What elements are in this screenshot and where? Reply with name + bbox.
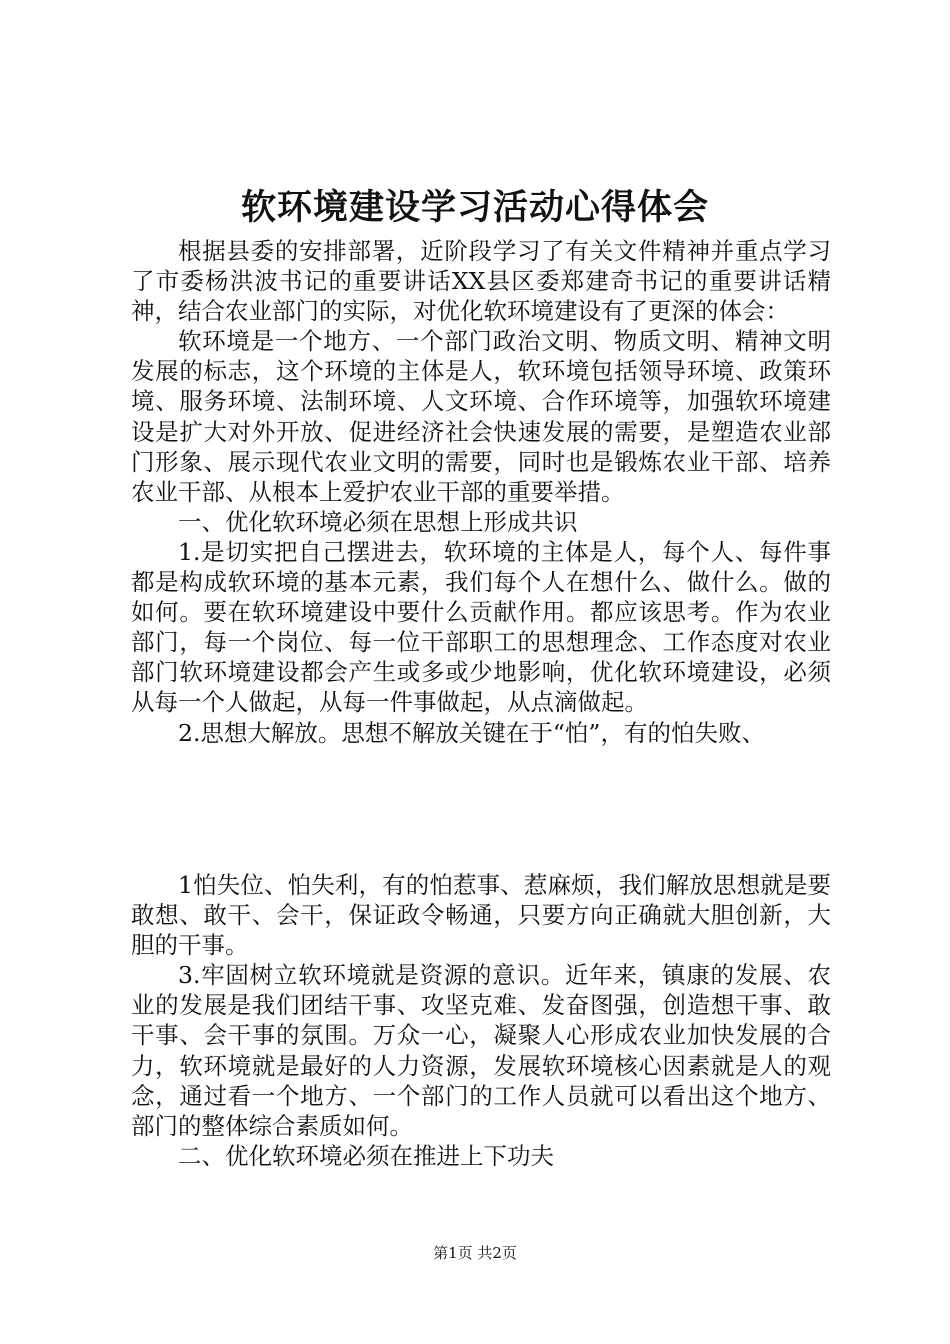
- page-footer: 第1页 共2页: [433, 1244, 517, 1262]
- section-heading-1: 一、优化软环境必须在思想上形成共识: [178, 507, 578, 536]
- document-title: 软环境建设学习活动心得体会: [240, 188, 709, 228]
- body-text-after-break: [131, 870, 831, 1171]
- paragraph-point-2: 2.思想大解放。思想不解放关键在于“怕”，有的怕失败、: [178, 718, 765, 747]
- paragraph-soft-environment-definition: 软环境是一个地方、一个部门政治文明、物质文明、精神文明发展的标志，这个环境的主体是人，软环境包括领导环境、政策环境、服务环境、法制环境、人文环境、合作环境等，加强软环境建设是扩大对外开放、促进经济社会快速发展的需要，是塑造农业部门形象、展示现代农业文明的需要，同时也是锻炼农业干部、培养农业干部、从根本上爱护农业干部的重要举措。: [131, 327, 831, 506]
- paragraph-point-3: 3.牢固树立软环境就是资源的意识。近年来，镇康的发展、农业的发展是我们团结干事、攻坚克难、发奋图强，创造想干事、敢干事、会干事的氛围。万众一心，凝聚人心形成农业加快发展的合力，软环境就是最好的人力资源，发展软环境核心因素就是人的观念，通过看一个地方、一个部门的工作人员就可以看出这个地方、部门的整体综合素质如何。: [131, 961, 831, 1140]
- body-text-before-break: [131, 236, 831, 748]
- paragraph-intro: 根据县委的安排部署，近阶段学习了有关文件精神并重点学习了市委杨洪波书记的重要讲话XX县区委郑建奇书记的重要讲话精神，结合农业部门的实际，对优化软环境建设有了更深的体会：: [131, 237, 831, 326]
- paragraph-point-2-continued: 1怕失位、怕失利，有的怕惹事、惹麻烦，我们解放思想就是要敢想、敢干、会干，保证政令畅通，只要方向正确就大胆创新，大胆的干事。: [131, 871, 831, 960]
- section-heading-2: 二、优化软环境必须在推进上下功夫: [178, 1141, 554, 1170]
- paragraph-point-1: 1.是切实把自己摆进去，软环境的主体是人，每个人、每件事都是构成软环境的基本元素，我们每个人在想什么、做什么。做的如何。要在软环境建设中要什么贡献作用。都应该思考。作为农业部门，每一个岗位、每一位干部职工的思想理念、工作态度对农业部门软环境建设都会产生或多或少地影响，优化软环境建设，必须从每一个人做起，从每一件事做起，从点滴做起。: [131, 537, 831, 717]
